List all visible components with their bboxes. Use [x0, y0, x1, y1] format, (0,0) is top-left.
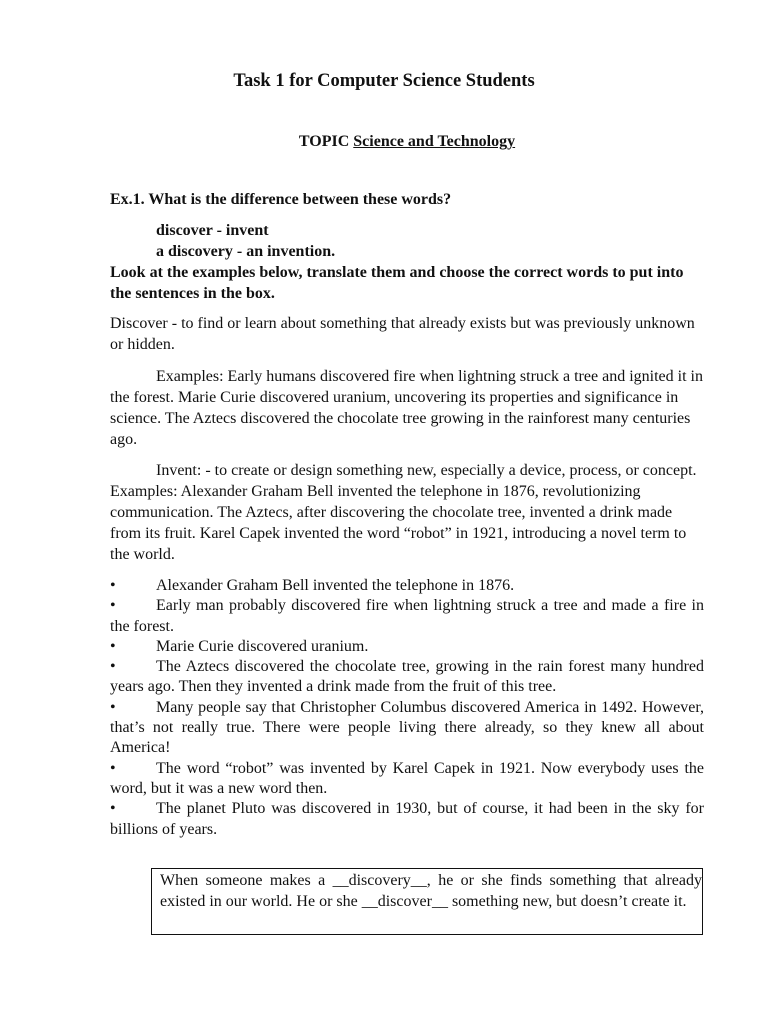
list-item: [110, 596, 704, 637]
topic-line: [0, 132, 768, 152]
bullet-marker: •: [110, 597, 116, 615]
list-item: [110, 799, 704, 840]
answer-box: [151, 868, 703, 935]
bullet-marker: •: [110, 698, 116, 716]
exercise-instruction: Look at the examples below, translate them and choose the correct words to put into the sentences in the box.: [110, 264, 684, 302]
examples-bullet-list: [110, 576, 704, 840]
list-item-text: Alexander Graham Bell invented the telephone in 1876.: [156, 577, 515, 594]
answer-box-text: When someone makes a __discovery__, he or she finds something that already existed in our world. He or she __discover__ something new, but doesn’t create it.: [160, 872, 702, 910]
list-item: [110, 576, 704, 596]
list-item: [110, 759, 704, 800]
word-pair-1: discover - invent: [156, 222, 269, 239]
bullet-marker: •: [110, 637, 116, 655]
topic-name: Science and Technology: [353, 133, 516, 150]
list-item: [110, 698, 704, 759]
bullet-marker: •: [110, 759, 116, 777]
list-item: [110, 637, 704, 657]
bullet-marker: •: [110, 658, 116, 676]
definition-discover: Discover - to find or learn about something that already exists but was previously unknown or hidden.: [110, 315, 695, 353]
topic-prefix: TOPIC: [298, 133, 350, 150]
list-item-text: The word “robot” was invented by Karel Capek in 1921. Now everybody uses the word, but it was a new word then.: [110, 759, 704, 797]
list-item-text: Marie Curie discovered uranium.: [156, 637, 369, 655]
list-item-text: The Aztecs discovered the chocolate tree, growing in the rain forest many hundred years ago. Then they invented a drink made from the fruit of this tree.: [110, 658, 704, 696]
list-item: [110, 657, 704, 698]
word-pair-2: a discovery - an invention.: [156, 243, 336, 260]
definition-invent: Invent: - to create or design something new, especially a device, process, or concept. Examples: Alexander Graham Bell invented the telephone in 1876, revolutionizing communication. The Aztecs, after discovering the chocolate tree, invented a drink made from its fruit. Karel Capek invented the word “robot” in 1921, introducing a novel term to the world.: [110, 462, 697, 563]
exercise-heading: Ex.1. What is the difference between these words?: [110, 191, 452, 208]
list-item-text: Early man probably discovered fire when lightning struck a tree and made a fire in the forest.: [110, 597, 704, 635]
bullet-marker: •: [110, 800, 116, 818]
list-item-text: The planet Pluto was discovered in 1930, but of course, it had been in the sky for billions of years.: [110, 800, 704, 838]
document-title: Task 1 for Computer Science Students: [233, 71, 535, 91]
discover-examples: Examples: Early humans discovered fire when lightning struck a tree and ignited it in the forest. Marie Curie discovered uranium, uncovering its properties and significance in science. The Aztecs discovered the chocolate tree growing in the rainforest many centuries ago.: [110, 368, 703, 448]
list-item-text: Many people say that Christopher Columbus discovered America in 1492. However, that’s not really true. There were people living there already, so they knew all about America!: [110, 698, 704, 757]
bullet-marker: •: [110, 577, 116, 594]
